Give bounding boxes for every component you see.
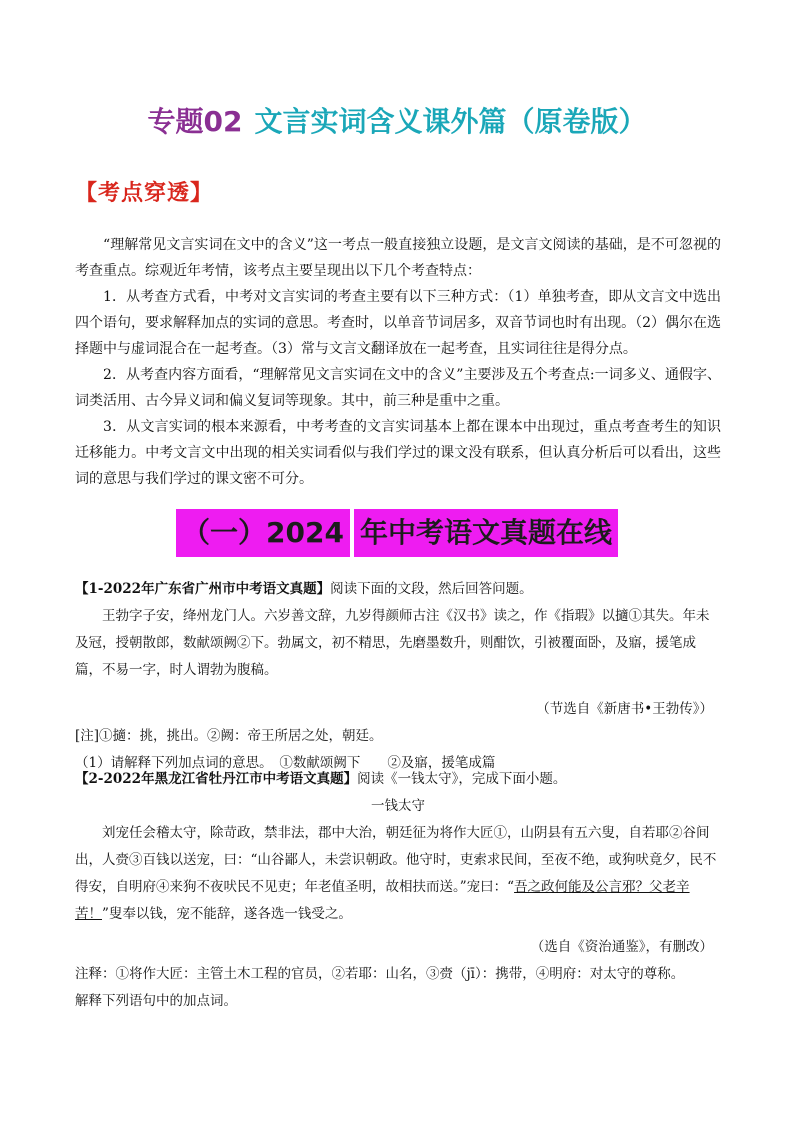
banner: [0, 509, 794, 557]
question-1-note: [注]①擿：挑，挑出。②阙：帝王所居之处，朝廷。: [75, 728, 383, 744]
question-1-instruction: 阅读下面的文段，然后回答问题。: [330, 581, 533, 597]
question-2-passage-a: 刘宠任会稽太守，除苛政，禁非法，郡中大治，朝廷征为将作大匠①，山阴县有五六叟，自若耶②谷间出，人赍③百钱以送宠，曰：“山谷鄙人，未尝识朝政。他守时，吏索求民间，至夜不绝，或狗吠竟夕，民不得安，自明府④来狗不夜吠民不见吏；年老值圣明，故相扶而送。”宠曰：“: [75, 825, 717, 895]
question-2-header: [75, 766, 721, 793]
title-prefix: 专题02: [147, 105, 243, 138]
question-2-question: 解释下列语句中的加点词。: [75, 993, 237, 1009]
intro-section: [75, 232, 721, 492]
question-2-source: （选自《资治通鉴》，有删改）: [530, 939, 713, 955]
question-2-passage-b: ”叟奉以钱，宠不能辞，遂各选一钱受之。: [102, 906, 352, 922]
question-1-question: （1）请解释下列加点词的意思。 ①数献颂阙下 ②及寤，援笔成篇: [75, 755, 496, 771]
question-2-note: 注释：①将作大匠：主管土木工程的官员，②若耶：山名，③赍（jī）：携带，④明府：对太守的尊称。: [75, 966, 685, 982]
intro-paragraph: 3．从文言实词的根本来源看，中考考查的文言实词基本上都在课本中出现过，重点考查考生的知识迁移能力。中考文言文中出现的相关实词看似与我们学过的课文没有联系，但认真分析后可以看出，这些词的意思与我们学过的课文密不可分。: [75, 419, 721, 487]
intro-paragraph: 1．从考查方式看，中考对文言实词的考查主要有以下三种方式：（1）单独考查，即从文言文中选出四个语句，要求解释加点的实词的意思。考查时，以单音节词居多，双音节词也时有出现。（2）偶尔在选择题中与虚词混合在一起考查。（3）常与文言文翻译放在一起考查，且实词往往是得分点。: [75, 289, 721, 357]
question-1: [75, 576, 721, 777]
question-2-passage-title: 一钱太守: [371, 798, 425, 814]
banner-part-1: （一）2024: [176, 509, 350, 557]
title-suffix: （原卷版）: [506, 105, 647, 138]
question-1-label: 【1-2022年广东省广州市中考语文真题】: [75, 581, 331, 597]
question-2-label: 【2-2022年黑龙江省牡丹江市中考语文真题】: [75, 771, 358, 787]
question-1-passage: 王勃字子安，绛州龙门人。六岁善文辞，九岁得颜师古注《汉书》读之，作《指瑕》以擿①其失。年未及冠，授朝散郎，数献颂阙②下。勃属文，初不精思，先磨墨数升，则酣饮，引被覆面卧，及寤，援笔成篇，不易一字，时人谓勃为腹稿。: [75, 608, 710, 678]
question-2-passage-underlined: 吾之政何能及公言邪？父老辛苦！: [75, 879, 690, 922]
page-title: [0, 100, 794, 144]
banner-part-2: 年中考语文真题在线: [354, 509, 618, 557]
intro-paragraph: “理解常见文言实词在文中的含义”这一考点一般直接独立设题，是文言文阅读的基础，是不可忽视的考查重点。综观近年考情，该考点主要呈现出以下几个考查特点：: [75, 237, 721, 279]
question-2-passage: [75, 820, 721, 928]
title-main: 文言实词含义课外篇: [254, 105, 507, 138]
section-heading: 【考点穿透】: [75, 181, 214, 206]
question-2-instruction: 阅读《一钱太守》，完成下面小题。: [357, 771, 567, 787]
question-1-source: （节选自《新唐书•王勃传》）: [536, 701, 713, 717]
question-2: [75, 766, 721, 1015]
question-1-header: [75, 576, 721, 603]
intro-paragraph: 2．从考查内容方面看，“理解常见文言实词在文中的含义”主要涉及五个考查点:一词多义、通假字、词类活用、古今异义词和偏义复词等现象。其中，前三种是重中之重。: [75, 367, 721, 409]
